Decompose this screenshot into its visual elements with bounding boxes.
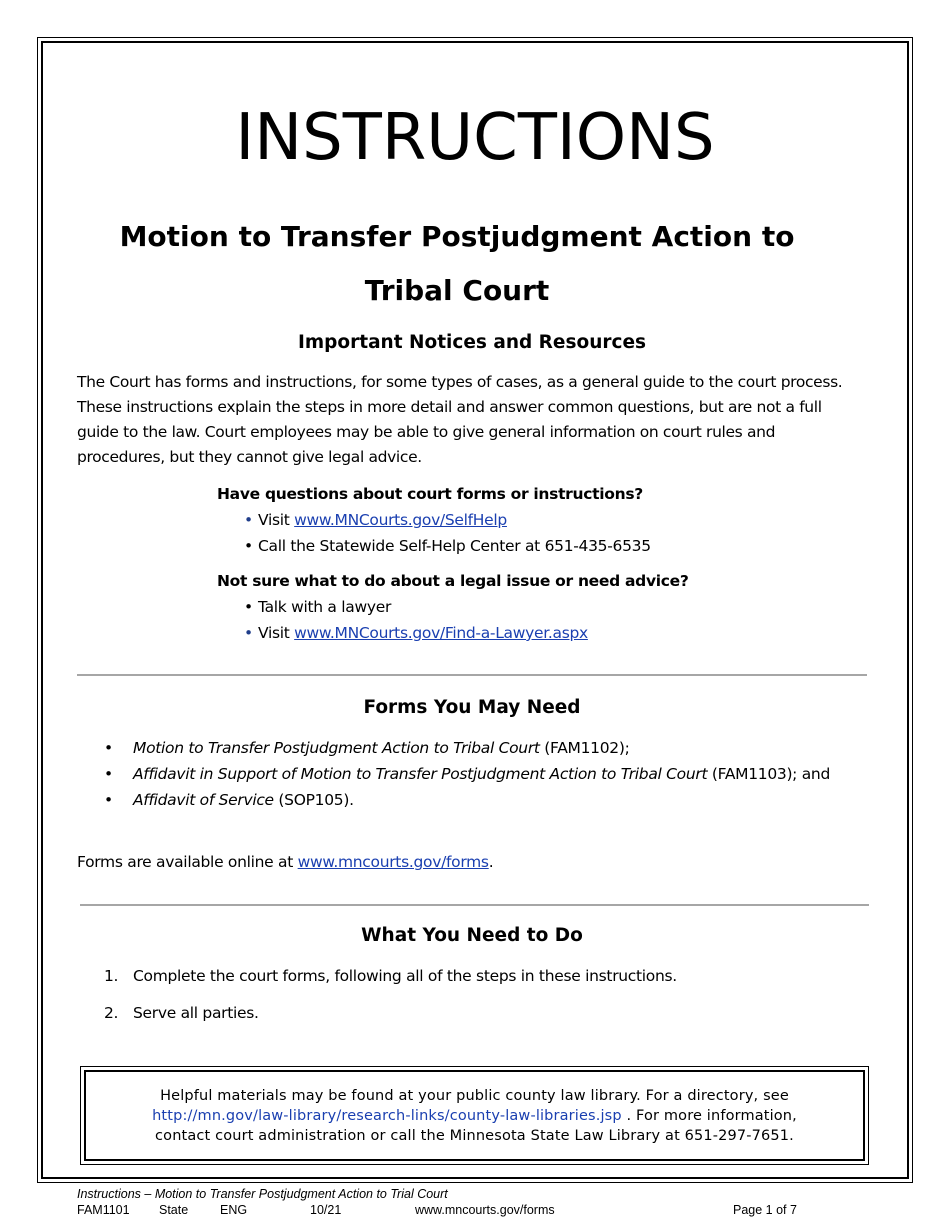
section-divider [77,674,867,676]
bullet-icon: • [104,791,113,809]
footer-jurisdiction: State [159,1203,189,1217]
list-item [104,1001,844,1025]
steps-list [104,964,844,1038]
law-library-notice [80,1066,869,1165]
questions-item-2: Call the Statewide Self-Help Center at 651-435-6535 [258,537,651,555]
advice-heading: Not sure what to do about a legal issue or need advice? [217,572,689,590]
county-law-libraries-link[interactable]: http://mn.gov/law-library/research-links/county-law-libraries.jsp [152,1108,622,1124]
bullet-icon: • [244,624,253,642]
form-title: Motion to Transfer Postjudgment Action to Tribal Court [133,739,540,757]
library-line-2 [86,1106,863,1126]
questions-block [217,481,837,559]
bullet-icon: • [104,739,113,757]
selfhelp-link[interactable]: www.MNCourts.gov/SelfHelp [294,511,507,529]
find-lawyer-link[interactable]: www.MNCourts.gov/Find-a-Lawyer.aspx [294,624,588,642]
forms-online-text [77,850,493,874]
step-number: 2. [104,1004,119,1022]
todo-heading: What You Need to Do [361,925,583,946]
list-item [244,533,837,559]
forms-link[interactable]: www.mncourts.gov/forms [297,853,489,871]
forms-online-prefix: Forms are available online at [77,853,298,871]
form-title: Affidavit in Support of Motion to Transfer Postjudgment Action to Tribal Court [133,765,708,783]
questions-heading: Have questions about court forms or instructions? [217,485,643,503]
forms-heading: Forms You May Need [363,697,581,718]
law-library-notice-inner [84,1070,865,1161]
library-line-3: contact court administration or call the Minnesota State Law Library at 651-297-7651. [155,1128,794,1144]
list-item [104,788,844,812]
advice-block [217,568,837,646]
footer-meta [77,1203,807,1217]
step-text: Complete the court forms, following all of the steps in these instructions. [133,967,677,985]
bullet-icon: • [104,765,113,783]
list-item [244,507,837,533]
subtitle-line-1: Motion to Transfer Postjudgment Action to [119,220,795,253]
bullet-icon: • [244,598,253,616]
bullet-icon: • [244,511,253,529]
section-divider [80,904,869,906]
advice-item-2-prefix: Visit [258,624,295,642]
footer-date: 10/21 [310,1203,342,1217]
forms-online-suffix: . [488,853,494,871]
advice-list [217,594,837,646]
list-item [244,594,837,620]
footer-form-code: FAM1101 [77,1203,130,1217]
list-item [104,964,844,988]
bullet-icon: • [244,537,253,555]
document-title: INSTRUCTIONS [235,101,715,175]
questions-item-1-prefix: Visit [258,511,295,529]
step-text: Serve all parties. [133,1004,259,1022]
document-subtitle [100,210,814,318]
footer-title: Instructions – Motion to Transfer Postjudgment Action to Trial Court [77,1187,448,1201]
footer-page-number: Page 1 of 7 [733,1203,797,1217]
form-code: (FAM1102); [539,739,630,757]
library-line-2-suffix: . For more information, [621,1108,797,1124]
list-item [104,736,844,760]
step-number: 1. [104,967,119,985]
subtitle-line-2: Tribal Court [364,274,550,307]
notices-heading: Important Notices and Resources [297,332,647,353]
notices-paragraph: The Court has forms and instructions, for some types of cases, as a general guide to the court process. These instructions explain the steps in more detail and answer common questions, but are not a full guide to the law. Court employees may be able to give general information on court rules and procedures, but they cannot give legal advice. [77,373,843,466]
footer-website: www.mncourts.gov/forms [415,1203,555,1217]
form-title: Affidavit of Service [133,791,274,809]
forms-list [104,736,844,814]
form-code: (SOP105). [273,791,354,809]
list-item [104,762,844,786]
list-item [244,620,837,646]
advice-item-1: Talk with a lawyer [258,598,392,616]
form-code: (FAM1103); and [707,765,830,783]
questions-list [217,507,837,559]
library-line-1: Helpful materials may be found at your public county law library. For a directory, see [160,1088,789,1104]
footer-language: ENG [220,1203,248,1217]
